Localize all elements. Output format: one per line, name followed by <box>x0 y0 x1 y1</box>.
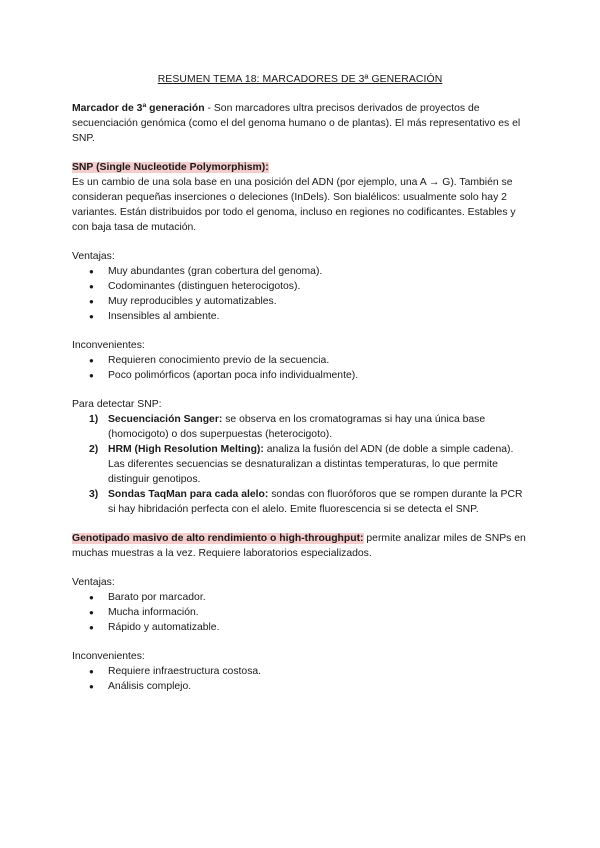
snp-advantages-label: Ventajas: <box>72 251 115 262</box>
snp-disadvantages-label: Inconvenientes: <box>72 340 145 351</box>
method-name: Secuenciación Sanger: <box>108 414 223 425</box>
snp-description: Es un cambio de una sola base en una posición del ADN (por ejemplo, una A → G). También se consideran pequeñas inserciones o deleciones (InDels). Son bialélicos: usualmente solo hay 2 variantes. Están distribuidos por todo el genoma, incluso en regiones no codificantes. Estables y con baja tasa de mutación. <box>72 177 516 233</box>
list-item: ● Requiere infraestructura costosa. <box>72 664 528 679</box>
method-item <box>72 442 528 487</box>
genotyping-disadvantages-label: Inconvenientes: <box>72 651 145 662</box>
list-item: ● Poco polimórficos (aportan poca info individualmente). <box>72 368 528 383</box>
list-item: ● Mucha información. <box>72 605 528 620</box>
genotyping-advantages-label: Ventajas: <box>72 577 115 588</box>
genotyping-disadvantages-list <box>72 664 528 694</box>
method-item <box>72 487 528 517</box>
snp-disadvantages-list <box>72 353 528 383</box>
genotyping-heading: Genotipado masivo de alto rendimiento o high-throughput: <box>72 533 364 544</box>
method-text: sondas con fluoróforos que se rompen durante la PCR si hay hibridación perfecta con el alelo. Emite fluorescencia si se detecta el SNP. <box>108 489 523 515</box>
genotyping-paragraph <box>72 531 528 561</box>
intro-paragraph <box>72 101 528 146</box>
method-number: 3) <box>89 489 99 500</box>
snp-heading-text: SNP (Single Nucleotide Polymorphism): <box>72 162 269 173</box>
intro-term: Marcador de 3ª generación <box>72 103 205 114</box>
list-item: ● Barato por marcador. <box>72 590 528 605</box>
list-item: ● Muy abundantes (gran cobertura del genoma). <box>72 264 528 279</box>
method-text: se observa en los cromatogramas si hay una única base (homocigoto) o dos superpuestas (heterocigoto). <box>108 414 486 440</box>
intro-text: - Son marcadores ultra precisos derivados de proyectos de secuenciación genómica (como el del genoma humano o de plantas). El más representativo es el SNP. <box>72 103 521 144</box>
list-item: ● Requieren conocimiento previo de la secuencia. <box>72 353 528 368</box>
method-name: HRM (High Resolution Melting): <box>108 444 264 455</box>
page-title: RESUMEN TEMA 18: MARCADORES DE 3ª GENERACIÓN <box>157 74 443 85</box>
method-item <box>72 412 528 442</box>
detect-label: Para detectar SNP: <box>72 399 162 410</box>
method-number: 2) <box>89 444 99 455</box>
snp-heading <box>72 160 528 175</box>
detection-methods-list <box>72 412 528 517</box>
method-name: Sondas TaqMan para cada alelo: <box>108 489 269 500</box>
document-body <box>72 72 528 694</box>
method-number: 1) <box>89 414 99 425</box>
list-item: ● Muy reproducibles y automatizables. <box>72 294 528 309</box>
list-item: ● Codominantes (distinguen heterocigotos). <box>72 279 528 294</box>
genotyping-text: permite analizar miles de SNPs en muchas muestras a la vez. Requiere laboratorios especializados. <box>72 533 526 559</box>
list-item: ● Análisis complejo. <box>72 679 528 694</box>
genotyping-advantages-list <box>72 590 528 635</box>
list-item: ● Rápido y automatizable. <box>72 620 528 635</box>
method-text: analiza la fusión del ADN (de doble a simple cadena). Las diferentes secuencias se desnaturalizan a distintas temperaturas, lo que permite distinguir genotipos. <box>108 444 514 485</box>
snp-advantages-list <box>72 264 528 324</box>
list-item: ● Insensibles al ambiente. <box>72 309 528 324</box>
